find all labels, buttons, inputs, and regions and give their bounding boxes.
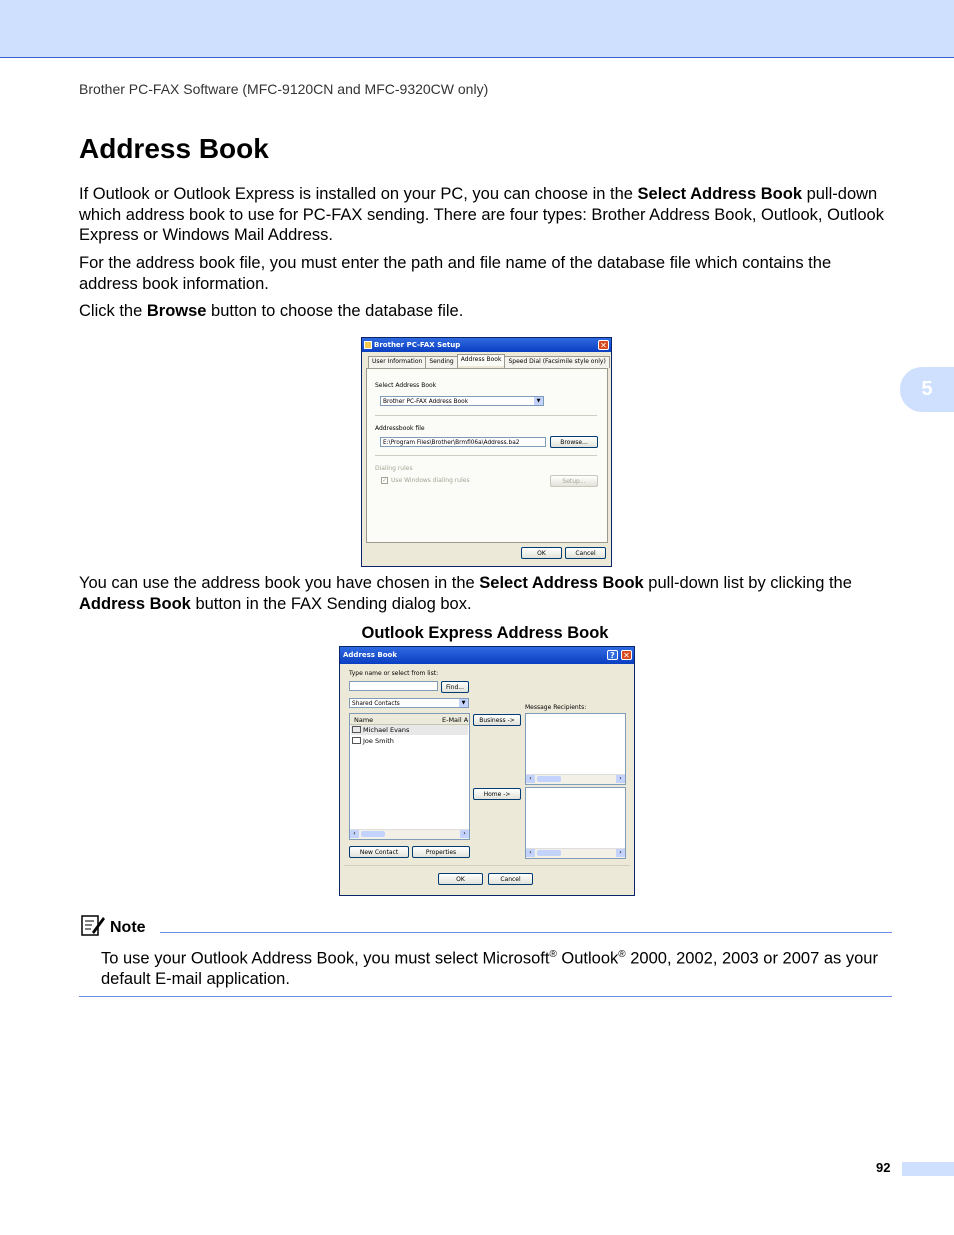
home-button[interactable]: Home -> — [473, 788, 521, 800]
tab-sending[interactable]: Sending — [425, 356, 457, 368]
help-icon[interactable]: ? — [607, 650, 618, 660]
dialing-rules-checkbox[interactable]: ✓ — [382, 477, 388, 484]
page-title: Address Book — [79, 133, 269, 164]
address-book-dialog — [339, 646, 635, 896]
select-address-book-dropdown[interactable] — [380, 396, 544, 406]
browse-button[interactable]: Browse... — [550, 436, 598, 448]
dialing-rules-checkbox-label: Use Windows dialing rules — [391, 477, 470, 484]
dropdown-value: Shared Contacts — [352, 701, 400, 707]
dialog-titlebar — [362, 338, 611, 352]
dialog-title: Brother PC-FAX Setup — [374, 341, 461, 349]
contact-name: Michael Evans — [363, 726, 410, 734]
ok-button[interactable]: OK — [521, 547, 562, 559]
cancel-button[interactable]: Cancel — [488, 873, 533, 885]
scrollbar-thumb[interactable] — [537, 776, 561, 782]
close-icon[interactable]: ✕ — [621, 650, 632, 660]
new-contact-button[interactable]: New Contact — [349, 846, 409, 858]
contact-name: Joe Smith — [363, 737, 394, 745]
business-recipients-list[interactable] — [525, 713, 626, 785]
running-title: Brother PC-FAX Software (MFC-9120CN and MFC-9320CW only) — [79, 81, 489, 97]
header-band — [0, 0, 954, 58]
figure-caption: Outlook Express Address Book — [361, 624, 609, 642]
paragraph-2: For the address book file, you must enter the path and file name of the database file which contains the address book information. — [79, 254, 832, 293]
business-button[interactable]: Business -> — [473, 714, 521, 726]
dialog-title: Address Book — [343, 651, 398, 659]
dialing-rules-label: Dialing rules — [375, 465, 413, 472]
tab-user-information[interactable]: User Information — [368, 356, 426, 368]
chevron-left-icon[interactable]: ‹ — [526, 775, 535, 783]
home-recipients-list[interactable] — [525, 787, 626, 859]
close-icon[interactable]: ✕ — [598, 340, 609, 350]
scrollbar-thumb[interactable] — [537, 850, 561, 856]
pcfax-setup-dialog — [361, 337, 612, 567]
contacts-list[interactable] — [349, 713, 470, 840]
horizontal-scrollbar[interactable] — [526, 774, 625, 784]
find-button[interactable]: Find... — [441, 681, 469, 693]
paragraph-3: Click the Browse button to choose the database file. — [79, 302, 464, 320]
tab-speed-dial[interactable]: Speed Dial (Facsimile style only) — [504, 356, 609, 368]
chevron-down-icon[interactable]: ▼ — [534, 397, 543, 405]
message-recipients-label: Message Recipients: — [525, 704, 587, 711]
list-header — [350, 714, 469, 725]
chevron-left-icon[interactable]: ‹ — [526, 849, 535, 857]
select-address-book-label: Select Address Book — [375, 382, 437, 389]
ok-button[interactable]: OK — [438, 873, 483, 885]
addressbook-file-label: Addressbook file — [375, 425, 425, 432]
note-heading: Note — [110, 919, 146, 936]
app-icon — [364, 341, 372, 349]
note-icon — [80, 913, 106, 937]
tab-strip — [368, 356, 609, 368]
contact-card-icon — [352, 737, 361, 744]
dropdown-value: Brother PC-FAX Address Book — [383, 399, 469, 405]
scrollbar-thumb[interactable] — [361, 831, 385, 837]
contact-card-icon — [352, 726, 361, 733]
folder-dropdown[interactable] — [349, 698, 469, 708]
address-book-panel — [366, 368, 608, 543]
cancel-button[interactable]: Cancel — [565, 547, 606, 559]
list-item[interactable] — [351, 736, 468, 746]
note-divider — [160, 932, 892, 933]
dialog-titlebar — [340, 647, 634, 664]
horizontal-scrollbar[interactable] — [350, 829, 469, 839]
type-name-label: Type name or select from list: — [349, 670, 439, 677]
addressbook-file-input[interactable]: E:\Program Files\Brother\Brmfl06a\Address.ba2 — [380, 437, 546, 447]
chevron-right-icon[interactable]: › — [460, 830, 469, 838]
horizontal-scrollbar[interactable] — [526, 848, 625, 858]
divider — [375, 415, 597, 416]
note-text: To use your Outlook Address Book, you must select Microsoft® Outlook® 2000, 2002, 2003 or 2007 as your default E-mail application. — [101, 949, 878, 988]
note-bottom-divider — [79, 996, 892, 997]
paragraph-4: You can use the address book you have chosen in the Select Address Book pull-down list by clicking the Address Book button in the FAX Sending dialog box. — [79, 574, 852, 613]
properties-button[interactable]: Properties — [412, 846, 470, 858]
chevron-down-icon[interactable]: ▼ — [459, 699, 468, 707]
list-item[interactable] — [351, 725, 468, 735]
email-column-header[interactable]: E-Mail A — [442, 716, 469, 724]
divider — [344, 865, 630, 866]
paragraph-1: If Outlook or Outlook Express is installed on your PC, you can choose in the Select Address Book pull-down which address book to use for PC-FAX sending. There are four types: Brother Address Book, Outlook, Outlook Express or Windows Mail Address. — [79, 185, 884, 244]
page-number: 92 — [876, 1160, 891, 1175]
footer-band — [902, 1162, 954, 1176]
search-input[interactable] — [349, 681, 438, 691]
chevron-right-icon[interactable]: › — [616, 775, 625, 783]
chapter-tab: 5 — [900, 367, 954, 412]
divider — [375, 455, 597, 456]
chevron-left-icon[interactable]: ‹ — [350, 830, 359, 838]
setup-button[interactable]: Setup... — [550, 475, 598, 487]
tab-address-book[interactable]: Address Book — [457, 354, 506, 366]
chevron-right-icon[interactable]: › — [616, 849, 625, 857]
name-column-header[interactable]: Name — [354, 716, 374, 724]
